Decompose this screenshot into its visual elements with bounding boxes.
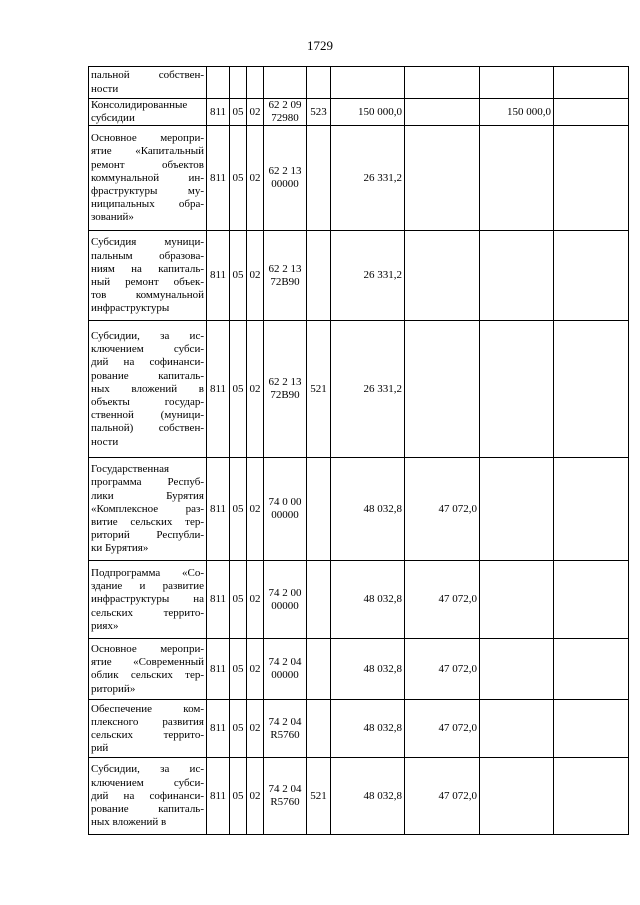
target-article-code-line: 74 2 04 bbox=[268, 783, 302, 796]
target-article-code-line: 00000 bbox=[271, 178, 299, 191]
target-article-code bbox=[264, 67, 307, 99]
row-name-line: риторий» bbox=[91, 682, 136, 695]
target-article-code-line: 62 2 09 bbox=[268, 99, 302, 111]
row-name-line: пальной собствен- bbox=[91, 69, 204, 82]
section-code: 05 bbox=[230, 561, 247, 639]
subsection-code: 02 bbox=[247, 99, 264, 126]
target-article-code-line: 72В90 bbox=[270, 389, 300, 402]
subsection-code: 02 bbox=[247, 321, 264, 458]
ministry-code: 811 bbox=[207, 700, 230, 758]
section-code: 05 bbox=[230, 126, 247, 231]
row-name bbox=[89, 231, 207, 321]
expense-type-code bbox=[307, 231, 331, 321]
row-name-line: коммунальной ин- bbox=[91, 171, 204, 184]
subsection-code: 02 bbox=[247, 126, 264, 231]
expense-type-code bbox=[307, 126, 331, 231]
row-name-line: фраструктуры му- bbox=[91, 185, 204, 197]
row-name bbox=[89, 639, 207, 700]
amount-3 bbox=[480, 231, 554, 321]
row-name-line: риях» bbox=[91, 619, 119, 632]
amount-2 bbox=[405, 99, 480, 126]
target-article-code bbox=[264, 231, 307, 321]
row-name bbox=[89, 126, 207, 231]
amount-4 bbox=[554, 67, 629, 99]
target-article-code-line: 62 2 13 bbox=[268, 376, 302, 389]
row-name-line: Государственная bbox=[91, 463, 170, 476]
row-name-line: зований» bbox=[91, 211, 134, 224]
row-name-line: ниям на капиталь- bbox=[91, 262, 204, 275]
amount-3 bbox=[480, 639, 554, 700]
target-article-code-line: 74 2 04 bbox=[268, 656, 302, 669]
row-name-line: инфраструктуры bbox=[91, 302, 170, 315]
row-name-line: ный ремонт объек- bbox=[91, 275, 204, 288]
row-name-line: сельских террито- bbox=[91, 606, 204, 619]
ministry-code bbox=[207, 67, 230, 99]
row-name-line: «Комплексное раз- bbox=[91, 502, 204, 515]
row-name-line: ятие «Современный bbox=[91, 656, 204, 669]
target-article-code-line: 00000 bbox=[271, 599, 299, 612]
row-name-line: дий на софинанси- bbox=[91, 789, 204, 802]
row-name-line: Подпрограмма «Со- bbox=[91, 566, 204, 579]
target-article-code-line: R5760 bbox=[270, 796, 300, 809]
amount-2: 47 072,0 bbox=[405, 758, 480, 835]
expense-type-code: 521 bbox=[307, 758, 331, 835]
amount-3 bbox=[480, 321, 554, 458]
row-name-line: субсидии bbox=[91, 112, 135, 125]
amount-1: 48 032,8 bbox=[331, 561, 405, 639]
row-name-line: Субсидии, за ис- bbox=[91, 329, 204, 342]
subsection-code: 02 bbox=[247, 758, 264, 835]
row-name-line: пальной) собствен- bbox=[91, 422, 204, 435]
target-article-code bbox=[264, 561, 307, 639]
row-name-line: витие сельских тер- bbox=[91, 516, 204, 528]
row-name-line: инфраструктуры на bbox=[91, 593, 204, 606]
table-row bbox=[89, 700, 629, 758]
table-row bbox=[89, 458, 629, 561]
row-name-line: ки Бурятия» bbox=[91, 542, 149, 555]
amount-2: 47 072,0 bbox=[405, 458, 480, 561]
table-body bbox=[89, 67, 629, 835]
expense-type-code bbox=[307, 700, 331, 758]
amount-4 bbox=[554, 561, 629, 639]
ministry-code: 811 bbox=[207, 126, 230, 231]
amount-1: 48 032,8 bbox=[331, 758, 405, 835]
target-article-code-line: 00000 bbox=[271, 669, 299, 682]
ministry-code: 811 bbox=[207, 99, 230, 126]
expense-type-code: 523 bbox=[307, 99, 331, 126]
ministry-code: 811 bbox=[207, 458, 230, 561]
section-code: 05 bbox=[230, 758, 247, 835]
target-article-code bbox=[264, 321, 307, 458]
amount-3 bbox=[480, 561, 554, 639]
amount-2: 47 072,0 bbox=[405, 700, 480, 758]
row-name-line: ности bbox=[91, 435, 119, 448]
target-article-code-line: R5760 bbox=[270, 728, 300, 741]
ministry-code: 811 bbox=[207, 639, 230, 700]
section-code bbox=[230, 67, 247, 99]
row-name-line: ности bbox=[91, 82, 119, 95]
target-article-code-line: 74 2 00 bbox=[268, 586, 302, 599]
budget-table bbox=[88, 66, 629, 835]
subsection-code: 02 bbox=[247, 561, 264, 639]
section-code: 05 bbox=[230, 231, 247, 321]
amount-2 bbox=[405, 126, 480, 231]
amount-1: 48 032,8 bbox=[331, 458, 405, 561]
amount-1: 48 032,8 bbox=[331, 700, 405, 758]
amount-2: 47 072,0 bbox=[405, 561, 480, 639]
row-name-line: ниципальных обра- bbox=[91, 198, 204, 211]
row-name-line: сельских террито- bbox=[91, 728, 204, 741]
row-name-line: облик сельских тер- bbox=[91, 669, 204, 682]
amount-3 bbox=[480, 700, 554, 758]
section-code: 05 bbox=[230, 321, 247, 458]
table-row bbox=[89, 639, 629, 700]
amount-2: 47 072,0 bbox=[405, 639, 480, 700]
row-name-line: риторий Республи- bbox=[91, 529, 204, 542]
amount-1: 26 331,2 bbox=[331, 231, 405, 321]
amount-1: 26 331,2 bbox=[331, 321, 405, 458]
row-name-line: рий bbox=[91, 742, 109, 755]
table-row bbox=[89, 126, 629, 231]
row-name bbox=[89, 700, 207, 758]
ministry-code: 811 bbox=[207, 231, 230, 321]
row-name-line: Консолидированные bbox=[91, 99, 188, 111]
row-name-line: лики Бурятия bbox=[91, 489, 204, 502]
amount-4 bbox=[554, 700, 629, 758]
target-article-code bbox=[264, 700, 307, 758]
row-name-line: ятие «Капитальный bbox=[91, 145, 204, 158]
table-row bbox=[89, 758, 629, 835]
row-name-line: Субсидия муници- bbox=[91, 236, 204, 249]
table-row bbox=[89, 231, 629, 321]
row-name-line: программа Респуб- bbox=[91, 476, 204, 489]
ministry-code: 811 bbox=[207, 561, 230, 639]
amount-1 bbox=[331, 67, 405, 99]
row-name-line: тов коммунальной bbox=[91, 289, 204, 302]
target-article-code bbox=[264, 758, 307, 835]
amount-4 bbox=[554, 458, 629, 561]
amount-4 bbox=[554, 231, 629, 321]
target-article-code-line: 74 2 04 bbox=[268, 715, 302, 728]
section-code: 05 bbox=[230, 700, 247, 758]
amount-4 bbox=[554, 758, 629, 835]
amount-3: 150 000,0 bbox=[480, 99, 554, 126]
target-article-code bbox=[264, 99, 307, 126]
amount-3 bbox=[480, 67, 554, 99]
target-article-code bbox=[264, 126, 307, 231]
expense-type-code bbox=[307, 458, 331, 561]
amount-2 bbox=[405, 321, 480, 458]
subsection-code: 02 bbox=[247, 639, 264, 700]
expense-type-code bbox=[307, 639, 331, 700]
target-article-code-line: 72980 bbox=[271, 112, 299, 125]
amount-2 bbox=[405, 231, 480, 321]
amount-4 bbox=[554, 126, 629, 231]
subsection-code: 02 bbox=[247, 700, 264, 758]
target-article-code-line: 00000 bbox=[271, 509, 299, 522]
row-name bbox=[89, 99, 207, 126]
row-name-line: объекты государ- bbox=[91, 396, 204, 408]
table-row bbox=[89, 99, 629, 126]
row-name bbox=[89, 458, 207, 561]
row-name bbox=[89, 67, 207, 99]
row-name-line: Обеспечение ком- bbox=[91, 702, 204, 715]
ministry-code: 811 bbox=[207, 758, 230, 835]
row-name-line: ключением субси- bbox=[91, 776, 204, 789]
target-article-code-line: 74 0 00 bbox=[268, 496, 302, 509]
target-article-code-line: 62 2 13 bbox=[268, 165, 302, 178]
subsection-code: 02 bbox=[247, 458, 264, 561]
row-name-line: ственной (муници- bbox=[91, 409, 204, 422]
table-row bbox=[89, 67, 629, 99]
row-name-line: ных вложений в bbox=[91, 382, 204, 395]
row-name-line: плексного развития bbox=[91, 715, 204, 728]
row-name-line: Субсидии, за ис- bbox=[91, 763, 204, 776]
amount-1: 26 331,2 bbox=[331, 126, 405, 231]
target-article-code bbox=[264, 458, 307, 561]
expense-type-code bbox=[307, 67, 331, 99]
expense-type-code bbox=[307, 561, 331, 639]
row-name bbox=[89, 561, 207, 639]
target-article-code bbox=[264, 639, 307, 700]
section-code: 05 bbox=[230, 99, 247, 126]
amount-1: 150 000,0 bbox=[331, 99, 405, 126]
amount-3 bbox=[480, 458, 554, 561]
row-name-line: пальным образова- bbox=[91, 249, 204, 262]
page-number: 1729 bbox=[307, 38, 333, 53]
row-name-line: Основное меропри- bbox=[91, 643, 204, 655]
table-row bbox=[89, 561, 629, 639]
amount-3 bbox=[480, 758, 554, 835]
row-name-line: дий на софинанси- bbox=[91, 356, 204, 369]
target-article-code-line: 72В90 bbox=[270, 275, 300, 288]
row-name-line: здание и развитие bbox=[91, 580, 204, 593]
row-name-line: ных вложений в bbox=[91, 816, 167, 829]
amount-4 bbox=[554, 321, 629, 458]
table-row bbox=[89, 321, 629, 458]
row-name-line: ремонт объектов bbox=[91, 158, 204, 171]
amount-4 bbox=[554, 99, 629, 126]
section-code: 05 bbox=[230, 639, 247, 700]
subsection-code bbox=[247, 67, 264, 99]
row-name-line: рование капиталь- bbox=[91, 369, 204, 382]
row-name-line: ключением субси- bbox=[91, 343, 204, 356]
amount-4 bbox=[554, 639, 629, 700]
row-name-line: рование капиталь- bbox=[91, 803, 204, 815]
expense-type-code: 521 bbox=[307, 321, 331, 458]
amount-2 bbox=[405, 67, 480, 99]
target-article-code-line: 62 2 13 bbox=[268, 262, 302, 275]
amount-1: 48 032,8 bbox=[331, 639, 405, 700]
row-name bbox=[89, 758, 207, 835]
section-code: 05 bbox=[230, 458, 247, 561]
row-name-line: Основное меропри- bbox=[91, 132, 204, 145]
row-name bbox=[89, 321, 207, 458]
subsection-code: 02 bbox=[247, 231, 264, 321]
amount-3 bbox=[480, 126, 554, 231]
ministry-code: 811 bbox=[207, 321, 230, 458]
